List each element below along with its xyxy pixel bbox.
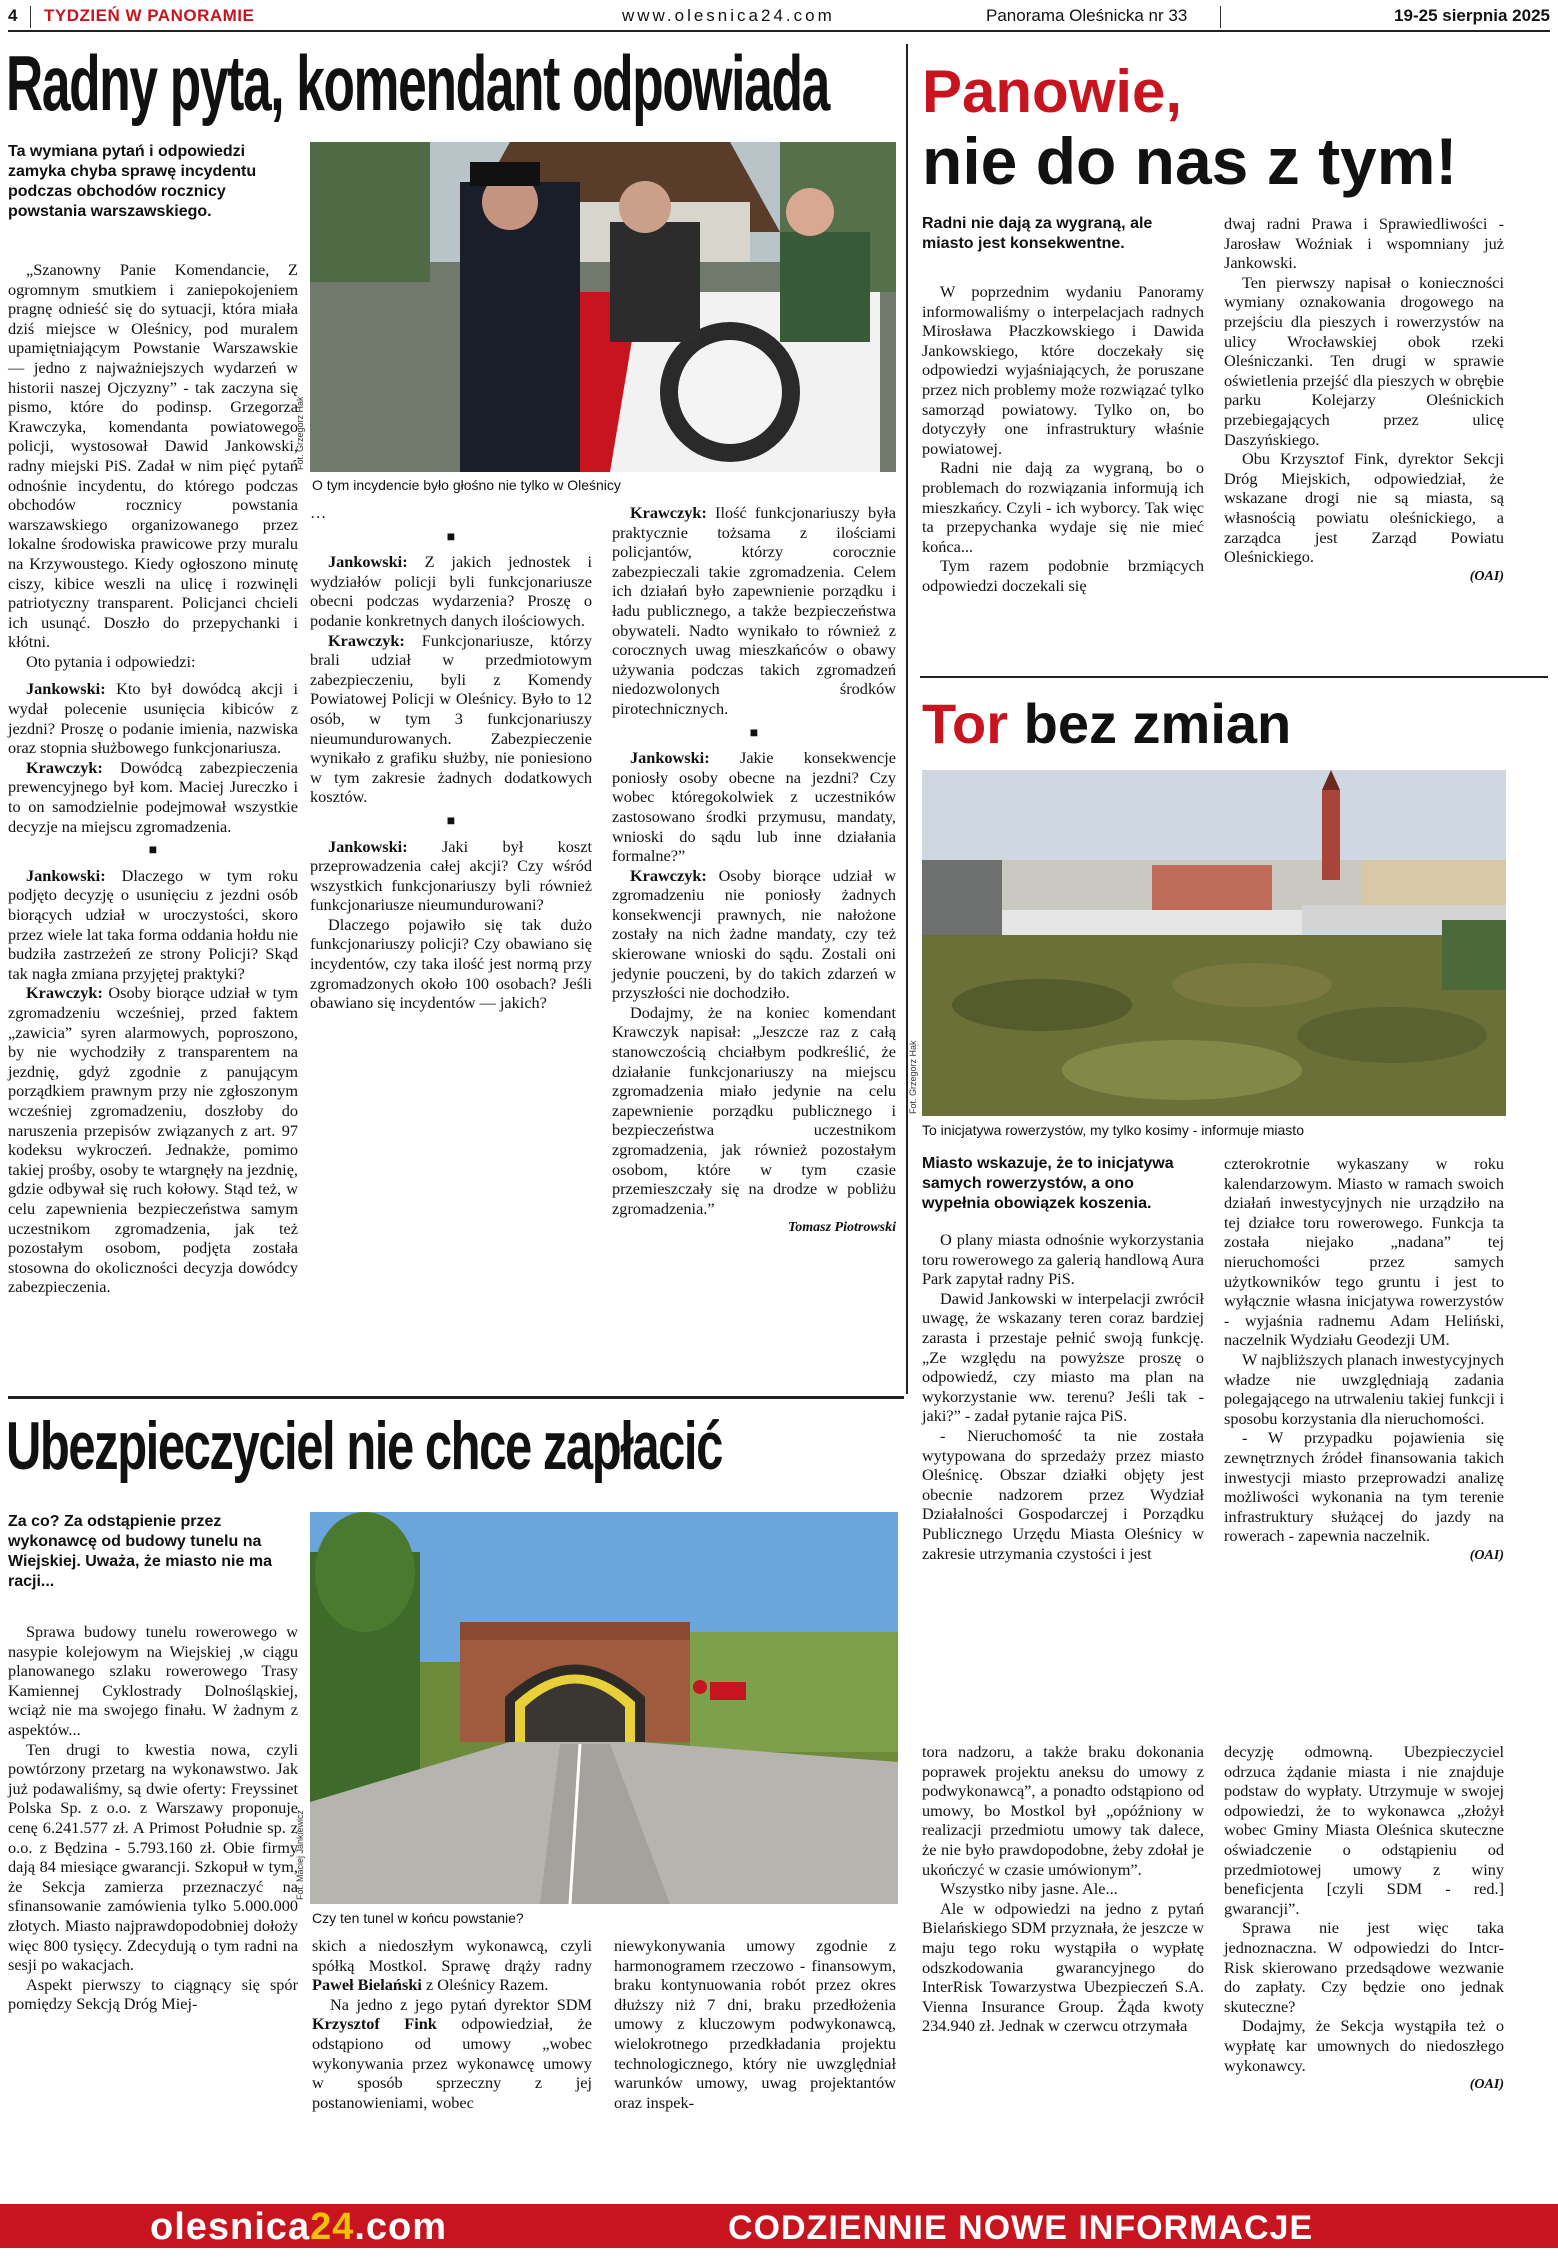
speaker-label: Jankowski:: [630, 748, 710, 768]
article2-lead: Radni nie dają za wygraną, ale miasto jest konsekwentne.: [922, 215, 1153, 252]
bike-track-image: [922, 770, 1506, 1116]
article1-paragraph: „Szanowny Panie Komendancie, Z ogromnym smutkiem i zaniepokojeniem pragnę odnieść się do sytuacji, która miała dziś miejsce w Oleśnicy, pod muralem upamiętniającym Powstanie Warszawskie — jedno z najważniejszych wydarzeń w historii naszej Ojczyzny” - tak zaczyna się pismo, które do podinsp. Grzegorza Krawczyka, komendanta powiatowego policji, wystosował Dawid Jankowski, radny miejski PiS. Zadał w nim pięć pytań odnośnie incydentu, do którego podczas obchodów rocznicy powstania warszawskiego organizowanego przez lokalne środowiska prawicowe przy muralu na Krzywoustego. Kiedy ogłoszono minutę ciszy, kibice weszli na ulicę i rozwinęli patriotyczny transparent. Policjanci chcieli ich usunąć. Doszło do przepychanki i kłótni.: [8, 260, 298, 652]
separator-square: ■: [148, 843, 158, 859]
header-divider: [1220, 6, 1221, 28]
speaker-label: Krawczyk:: [630, 865, 707, 885]
article4-text: odpowiedział, że odstąpiono od umowy „wobec wykonywania przez wykonawcę umowy w sposób sprzeczny z jej postanowieniami, wobec: [312, 2014, 592, 2112]
article4-text: Na jedno z jego pytań dyrektor SDM: [330, 1994, 592, 2014]
article4-paragraph: niewykonywania umowy zgodnie z harmonogramem rzeczowo - finansowym, braku kontynuowania robót przez okres dłuższy niż 7 dni, braku przedłożenia umowy z kluczowym podwykonawcą, wielokrotnego przedkładania projektu technologicznego, który nie uwzględniał warunków umowy, uwag projektantów oraz inspek-: [614, 1936, 896, 2112]
article3-paragraph: - Nieruchomość ta nie została wytypowana do sprzedaży przez miasto Oleśnicę. Obszar działki objęty jest obecnie nadzorem przez Wydział Działalności Gospodarczej i Porządku Publicznego Urzędu Miasta Oleśnicy w zakresie utrzymania czystości i jest: [922, 1425, 1204, 1563]
footer-banner: [0, 2204, 1558, 2248]
article1-title: Radny pyta, komendant odpowiada: [6, 39, 829, 127]
article1-paragraph: …: [310, 503, 327, 522]
article2-paragraph: Ten pierwszy napisał o konieczności wymiany oznakowania drogowego na przejściu dla pieszych i rowerzystów na ulicy Wrocławskiej obok rzeki Oleśniczanki. Ten drugi w sprawie oświetlenia przejść dla pieszych w obrębie parku Kolejarzy Oleśnickich przebiegających przez ulicę Daszyńskiego.: [1224, 272, 1504, 449]
police-incident-image: [310, 142, 896, 472]
article4-column-1: [8, 1622, 298, 2014]
article2-title-line1: Panowie,: [922, 58, 1183, 125]
article3-paragraph: czterokrotnie wykaszany w roku kalendarzowym. Miasto w ramach swoich działań inwestycyjnych nie urządziło na tej działce toru rowerowego. Funkcja ta została niejako „nadana” tej nieruchomości przez samych użytkowników tego gruntu i jest to wyłącznie własna inicjatywa rowerzystów - wyjaśnia radnemu Adam Heliński, naczelnik Wydziału Geodezji UM.: [1224, 1154, 1504, 1350]
header-rule: [8, 30, 1550, 32]
article1-photo: [310, 142, 896, 472]
speaker-label: Krawczyk:: [328, 630, 405, 650]
speaker-label: Jankowski:: [328, 552, 408, 572]
article3-signature: (OAI): [1469, 1547, 1504, 1563]
article1-photo-caption: O tym incydencie było głośno nie tylko w Oleśnicy: [312, 477, 621, 493]
separator-square: ■: [446, 813, 456, 829]
person-name: Krzysztof Fink: [312, 2014, 437, 2034]
article3-photo-caption: To inicjatywa rowerzystów, my tylko kosimy - informuje miasto: [922, 1122, 1304, 1138]
question-text: Dlaczego pojawiło się tak dużo funkcjonariuszy policji? Czy obawiano się incydentów, czy taka ilość jest normą przy zgromadzonych około 100 osobach? Jeśli obawiano się incydentów — jakich?: [310, 914, 592, 1013]
person-name: Paweł Bielański: [312, 1975, 422, 1995]
article-divider: [8, 1396, 904, 1399]
article4-paragraph: Ale w odpowiedzi na jedno z pytań Bielańskiego SDM przyznała, że jeszcze w maju tego roku wystąpiła o wypłatę odszkodowania gwarancyjnego do InterRisk Towarzystwa Ubezpieczeń S.A. Vienna Insurance Group. Żąda kwoty 234.940 zł. Jednak w czerwcu otrzymała: [922, 1898, 1204, 2036]
issue-label: Panorama Oleśnicka nr 33: [986, 6, 1188, 25]
article2-paragraph: Tym razem podobnie brzmiących odpowiedzi doczekali się: [922, 556, 1204, 595]
answer-text: Osoby biorące udział w zgromadzeniu nie poniosły żadnych konsekwencji prawnych, nie nałożone zostały na nich żadne mandaty, czy też skierowane wnioski do sądu. Zostali oni jedynie pouczeni, by do takich zdarzeń w przyszłości nie dochodziło.: [612, 865, 896, 1003]
article2-signature: (OAI): [1469, 568, 1504, 584]
page-header: [8, 4, 1550, 32]
column-divider: [906, 44, 908, 1394]
article3-column-2: [1224, 1154, 1504, 1565]
answer-text: Funkcjonariusze, którzy brali udział w przedmiotowym zabezpieczeniu, byli z Komendy Powiatowej Policji w Oleśnicy. Było to 12 osób, w tym 3 funkcjonariuszy nieumundurowanych. Zabezpieczenie wynikało z grafiku służby, nie poniesiono w tym zakresie żadnych dodatkowych kosztów.: [310, 630, 592, 807]
article4-photo: [310, 1512, 898, 1904]
footer-tagline: CODZIENNIE NOWE INFORMACJE: [728, 2209, 1314, 2247]
article3-title: [922, 692, 1292, 755]
answer-text: Osoby biorące udział w tym zgromadzeniu wcześniej, przed faktem „zawicia” syren alarmowych, poproszono, by nie wychodziły z transparentem na jezdnię, gdyż zgodnie z panującym porządkiem prawnym przy nie zgłoszonym wcześniej zgromadzeniu, doszłoby do naruszenia przepisów związanych z art. 97 kodeksu wykroczeń. Jednakże, pomimo takiej prośby, osoby te wtargnęły na jezdnię, gdzie odbywał się ruch kołowy. Stąd też, w celu zapewnienia bezpieczeństwa samym uczestnikom zgromadzenia, jak też pozostałym osobom, podjęta została stosowna do okoliczności decyzja dowódcy zabezpieczenia.: [8, 983, 298, 1297]
article4-signature: (OAI): [1469, 2077, 1504, 2093]
article3-photo: [922, 770, 1506, 1116]
speaker-label: Krawczyk:: [26, 757, 103, 777]
article3-photo-credit: Fot. Grzegorz Hak: [908, 1040, 918, 1114]
question-text: Jakie konsekwencje poniosły osoby obecne na jezdni? Czy wobec któregokolwiek z uczestników zastosowano środki przymusu, mandaty, wnioski do sądu lub inne działania formalne?”: [612, 748, 896, 866]
article1-author: Tomasz Piotrowski: [787, 1220, 896, 1236]
article4-photo-caption: Czy ten tunel w końcu powstanie?: [312, 1910, 524, 1926]
article4-column-3: [614, 1936, 896, 2112]
article4-text: skich a niedoszłym wykonawcą, czyli spółką Mostkol. Sprawę drąży radny: [312, 1936, 592, 1975]
article3-paragraph: Dawid Jankowski w interpelacji zwrócił uwagę, że wskazany teren coraz bardziej zarasta i przestaje pełnić swoją funkcję. „Ze względu na powyższe proszę o odpowiedź, czy miasto ma plan na wykorzystanie ww. terenu? Jeśli tak - jaki?” - zadał pytanie rajca PiS.: [922, 1288, 1204, 1426]
article4-paragraph: tora nadzoru, a także braku dokonania poprawek projektu aneksu do umowy z podwykonawcą”, a ponadto odstąpiono od umowy, bo Mostkol był „opóźniony w realizacji przedmiotu umowy tak dalece, że nie było prawdopodobne, żeby zdołał je ukończyć w czasie umówionym”.: [922, 1742, 1204, 1879]
article1-column-1: [8, 260, 298, 1297]
speaker-label: Krawczyk:: [26, 983, 103, 1003]
article3-paragraph: W najbliższych planach inwestycyjnych władze nie uwzględniają zadania polegającego na utrwaleniu takiej funkcji i sposobu korzystania dla nieruchomości.: [1224, 1349, 1504, 1428]
article4-paragraph: Wszystko niby jasne. Ale...: [940, 1879, 1118, 1899]
article3-title-accent: Tor: [922, 692, 1009, 755]
separator-square: ■: [749, 725, 759, 741]
article2-paragraph: Radni nie dają za wygraną, bo o problemach do rozwiązania informują ich mieszkańcy. Czyli - ich wyborcy. Tak więc ta przepychanka wydaje się nie mieć końca...: [922, 458, 1204, 556]
article1-column-2: [310, 503, 592, 1383]
speaker-label: Jankowski:: [328, 836, 408, 856]
article1-lead: Ta wymiana pytań i odpowiedzi zamyka chyba sprawę incydentu podczas obchodów rocznicy powstania warszawskiego.: [8, 143, 257, 220]
header-divider: [30, 6, 31, 28]
logo-number: 24: [310, 2206, 355, 2248]
article4-title: Ubezpieczyciel nie chce zapłacić: [6, 1408, 722, 1484]
article1-photo-credit: Fot. Grzegorz Hak: [295, 396, 305, 470]
article2-column-1: [922, 282, 1204, 596]
question-text: Dlaczego w tym roku podjęto decyzję o usunięciu z jezdni osób biorących udział w uroczystości, skoro przez wiele lat taka forma oddania hołdu nie budziła zastrzeżeń ze strony Policji? Skąd tak nagła zmiana przyjętej praktyki?: [8, 865, 298, 983]
page-number: 4: [8, 6, 18, 25]
article4-column-2: [312, 1936, 592, 2112]
article3-title-rest: bez zmian: [1008, 692, 1292, 755]
article2-title-line2: nie do nas z tym!: [922, 124, 1458, 198]
article4-text: z Oleśnicy Razem.: [421, 1975, 549, 1995]
article1-column-3: [612, 503, 896, 1238]
article2-paragraph: W poprzednim wydaniu Panoramy informowaliśmy o interpelacjach radnych Mirosława Płaczkowskiego i Dawida Jankowskiego, które doczekały się odpowiedzi wyjaśniających, że poruszane przez nich problemy może rozwiązać tylko samorząd powiatowy. Tylko on, bo dotyczyły one infrastruktury właśnie powiatowej.: [922, 282, 1204, 458]
article4-paragraph: Aspekt pierwszy to ciągnący się spór pomiędzy Sekcją Dróg Miej-: [8, 1974, 298, 2014]
article4-column-5: [1224, 1742, 1504, 2095]
logo-domain: .com: [354, 2206, 448, 2248]
railway-tunnel-image: [310, 1512, 898, 1904]
article2-paragraph: Obu Krzysztof Fink, dyrektor Sekcji Dróg Miejskich, odpowiedział, że wskazane drogi nie są miasta, są własnością powiatu oleśnickiego, a zarządca jest Zarząd Powiatu Oleśnickiego.: [1224, 449, 1504, 567]
article-divider: [920, 676, 1548, 678]
question-text: Z jakich jednostek i wydziałów policji byli funkcjonariusze obecni podczas wydarzenia? Proszę o podanie konkretnych danych ilościowych.: [310, 552, 592, 630]
speaker-label: Jankowski:: [26, 679, 106, 699]
website-url[interactable]: www.olesnica24.com: [622, 6, 835, 25]
article4-column-4: [922, 1742, 1204, 2036]
article2-paragraph: dwaj radni Prawa i Sprawiedliwości - Jarosław Woźniak i wspomniany już Jankowski.: [1224, 214, 1504, 273]
separator-square: ■: [446, 529, 456, 545]
article4-lead: Za co? Za odstąpienie przez wykonawcę od budowy tunelu na Wiejskiej. Uważa, że miasto nie ma racji...: [8, 1513, 272, 1590]
speaker-label: Jankowski:: [26, 865, 106, 885]
section-name: TYDZIEŃ W PANORAMIE: [44, 6, 255, 25]
article1-paragraph: Oto pytania i odpowiedzi:: [26, 651, 196, 671]
logo-text: olesnica: [150, 2206, 311, 2248]
site-logo[interactable]: [150, 2206, 447, 2249]
article4-paragraph: Sprawa nie jest więc taka jednoznaczna. W odpowiedzi do Intcr-Risk skierowano przedsądowe wezwanie do zapłaty. Czy będzie ono jednak skuteczne?: [1224, 1918, 1504, 2016]
article3-paragraph: O plany miasta odnośnie wykorzystania toru rowerowego za galerią handlową Aura Park zapytał radny PiS.: [922, 1230, 1204, 1289]
article3-lead: Miasto wskazuje, że to inicjatywa samych rowerzystów, a ono wypełnia obowiązek koszenia.: [922, 1155, 1174, 1212]
article4-paragraph: Sprawa budowy tunelu rowerowego w nasypie kolejowym na Wiejskiej ,w ciągu planowanego szlaku rowerowego Trasy Kamiennej Cyklostrady Dolnośląskiej, wciąż nie ma swojego finału. W żadnym z aspektów...: [8, 1622, 298, 1739]
speaker-label: Krawczyk:: [630, 503, 707, 522]
article4-photo-credit: Fot. Maciej Jankiewicz: [295, 1809, 305, 1900]
answer-text: Dowódcą zabezpieczenia prewencyjnego był kom. Maciej Jureczko i to on samodzielnie podejmował wszystkie decyzje na miejscu zgromadzenia.: [8, 757, 298, 836]
article2-column-2: [1224, 214, 1504, 586]
article3-paragraph: - W przypadku pojawienia się zewnętrznych źródeł finansowania takich inwestycji miasto przeprowadzi analizę możliwości wykonania na tym terenie infrastruktury służącej do jazdy na rowerach - zapewnia naczelnik.: [1224, 1428, 1504, 1546]
article4-paragraph: decyzję odmowną. Ubezpieczyciel odrzuca żądanie miasta i nie znajduje podstaw do wypłaty. Utrzymuje w swojej odpowiedzi, że to wykonawca „złożył wobec Gminy Miasta Oleśnica skuteczne oświadczenie o odstąpieniu od przedmiotowej umowy z winy beneficjenta [czyli SDM - red.] gwarancji”.: [1224, 1742, 1504, 1918]
article4-paragraph: Dodajmy, że Sekcja wystąpiła też o wypłatę kar umownych do niedoszłego wykonawcy.: [1224, 2016, 1504, 2075]
article3-column-1: [922, 1230, 1204, 1563]
article1-paragraph: Dodajmy, że na koniec komendant Krawczyk napisał: „Jeszcze raz z całą stanowczością chciałbym podkreślić, że działanie funkcjonariuszy na miejscu zgromadzenia miało jedynie na celu zapewnienie porządku publicznego i bezpieczeństwa uczestnikom zgromadzenia, jak również pozostałym osobom, które w tym czasie przemieszczały się na drodze w pobliżu zgromadzenia.”: [612, 1002, 896, 1218]
question-text: Jaki był koszt przeprowadzenia całej akcji? Czy wśród wszystkich funkcjonariuszy byli również funkcjonariusze nieumundurowani?: [310, 836, 592, 915]
question-text: Kto był dowódcą akcji i wydał polecenie usunięcia kibiców z jezdni? Proszę o podanie imienia, nazwiska oraz stopnia służbowego funkcjonariusza.: [8, 679, 298, 758]
answer-text: Ilość funkcjonariuszy była praktycznie tożsama z ilościami policjantów, którzy corocznie zabezpieczali takie zgromadzenia. Celem ich działań było zapewnienie porządku i ładu publicznego, a także bezpieczeństwa obywateli. Nadto wynikało to również z corocznych uwag mieszkańców o obawy używania podczas takich zgromadzeń niedozwolonych środków pirotechnicznych.: [612, 503, 896, 718]
issue-date: 19-25 sierpnia 2025: [1394, 6, 1550, 25]
article4-paragraph: Ten drugi to kwestia nowa, czyli powtórzony przetarg na wykonawstwo. Jak już podawaliśmy, są dwie oferty: Freyssinet Polska Sp. z o.o. z Warszawy proponuje cenę 6.241.577 zł. A Primost Południe sp. z o.o. z Będzina - 5.793.160 zł. Obie firmy dają 84 miesiące gwarancji. Szkopuł w tym, że Sekcja zamierza przeznaczyć na sfinansowanie zamówienia tylko 5.000.000 złotych. Miasto najprawdopodobniej dołoży więc 800 tysięcy. Zdecydują o tym radni na sesji po wakacjach.: [8, 1739, 298, 1975]
